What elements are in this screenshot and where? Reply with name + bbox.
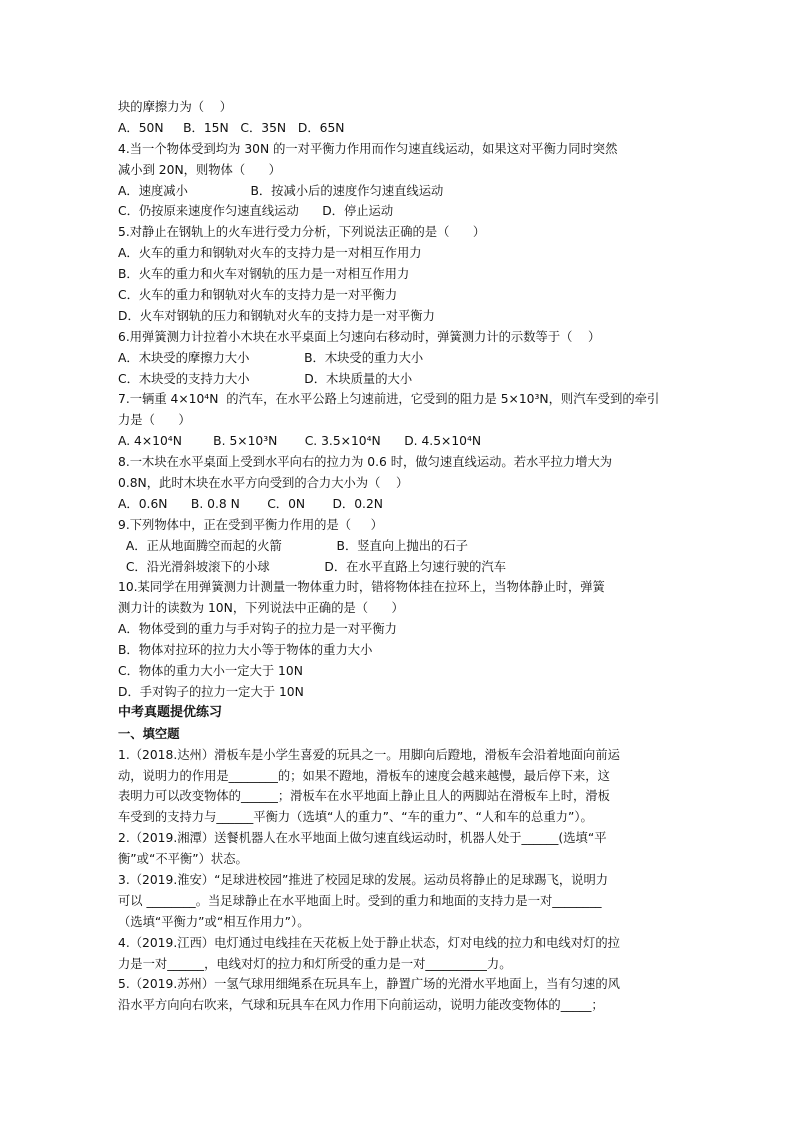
text-line: 5.（2019.苏州）一氢气球用细绳系在玩具车上，静置广场的光滑水平地面上，当有匀速的风	[118, 977, 620, 992]
text-line: 8.一木块在水平桌面上受到水平向右的拉力为 0.6 时，做匀速直线运动。若水平拉力增大为	[118, 455, 613, 470]
text-line: 5.对静止在钢轨上的火车进行受力分析，下列说法正确的是（ ）	[118, 225, 486, 240]
text-line: 7.一辆重 4×10⁴N 的汽车，在水平公路上匀速前进，它受到的阻力是 5×10³N，则汽车受到的牵引	[118, 392, 660, 407]
text-line: 4.当一个物体受到均为 30N 的一对平衡力作用而作匀速直线运动，如果这对平衡力同时突然	[118, 141, 618, 156]
text-line: 力是（ ）	[118, 413, 191, 428]
text-line: 块的摩擦力为（ ）	[118, 100, 233, 114]
text-line: 10.某同学在用弹簧测力计测量一物体重力时，错将物体挂在拉环上，当物体静止时，弹簧	[118, 580, 605, 595]
text-line: 力是一对______，电线对灯的拉力和灯所受的重力是一对__________力。	[118, 956, 512, 971]
text-line: A．木块受的摩擦力大小 B．木块受的重力大小	[118, 350, 424, 365]
text-line: 表明力可以改变物体的______；滑板车在水平地面上静止且人的两脚站在滑板车上时，滑板	[118, 789, 610, 804]
text-line: C．木块受的支持力大小 D．木块质量的大小	[118, 371, 413, 386]
text-line: C．火车的重力和钢轨对火车的支持力是一对平衡力	[118, 288, 398, 303]
text-line: 沿水平方向向右吹来，气球和玩具车在风力作用下向前运动，说明力能改变物体的_____；	[118, 998, 604, 1013]
text-line: 9.下列物体中，正在受到平衡力作用的是（ ）	[118, 517, 383, 532]
text-line: A．火车的重力和钢轨对火车的支持力是一对相互作用力	[118, 246, 422, 261]
text-line: 减小到 20N，则物体（ ）	[118, 162, 281, 177]
text-line: A．正从地面腾空而起的火箭 B．竖直向上抛出的石子	[118, 538, 468, 553]
text-line: 0.8N，此时木块在水平方向受到的合力大小为（ ）	[118, 476, 409, 491]
text-line: 车受到的支持力与______平衡力（选填“人的重力”、“车的重力”、“人和车的总重力”）。	[118, 810, 593, 825]
text-line: 测力计的读数为 10N，下列说法中正确的是（ ）	[118, 601, 404, 616]
text-line: （选填“平衡力”或“相互作用力”）。	[118, 914, 310, 929]
text-line: A．物体受到的重力与手对钩子的拉力是一对平衡力	[118, 622, 397, 637]
text-line: 1.（2018.达州）滑板车是小学生喜爱的玩具之一。用脚向后蹬地，滑板车会沿着地面向前运	[118, 747, 620, 762]
text-line: 6.用弹簧测力计拉着小木块在水平桌面上匀速向右移动时，弹簧测力计的示数等于（ ）	[118, 329, 601, 344]
text-line: C．仍按原来速度作匀速直线运动 D．停止运动	[118, 204, 394, 219]
text-line: 衡”或“不平衡”）状态。	[118, 852, 248, 867]
text-line: C．物体的重力大小一定大于 10N	[118, 664, 303, 679]
text-line: 可以 ________。当足球静止在水平地面上时。受到的重力和地面的支持力是一对________	[118, 893, 602, 908]
text-line: 4.（2019.江西）电灯通过电线挂在天花板上处于静止状态，灯对电线的拉力和电线对灯的拉	[118, 935, 620, 950]
section-title: 中考真题提优练习	[118, 704, 223, 720]
text-line: A．0.6N B. 0.8 N C．0N D．0.2N	[118, 496, 383, 511]
subsection-title: 一、填空题	[118, 726, 180, 741]
text-line: A．50N B．15N C．35N D．65N	[118, 120, 345, 135]
text-line: B．物体对拉环的拉力大小等于物体的重力大小	[118, 643, 373, 658]
text-line: A．速度减小 B．按减小后的速度作匀速直线运动	[118, 183, 444, 198]
text-line: D．火车对钢轨的压力和钢轨对火车的支持力是一对平衡力	[118, 308, 435, 323]
text-line: C．沿光滑斜坡滚下的小球 D．在水平直路上匀速行驶的汽车	[118, 559, 507, 574]
text-line: 3.（2019.淮安）“足球进校园”推进了校园足球的发展。运动员将静止的足球踢飞，说明力	[118, 872, 609, 887]
text-line: A. 4×10⁴N B. 5×10³N C. 3.5×10⁴N D. 4.5×10⁴N	[118, 434, 482, 449]
document-page	[118, 97, 678, 1016]
text-line: D．手对钩子的拉力一定大于 10N	[118, 684, 304, 699]
text-line: 2.（2019.湘潭）送餐机器人在水平地面上做匀速直线运动时，机器人处于______(选填“平	[118, 831, 607, 846]
text-line: B．火车的重力和火车对钢轨的压力是一对相互作用力	[118, 267, 410, 282]
text-line: 动，说明力的作用是________的；如果不蹬地，滑板车的速度会越来越慢，最后停下来，这	[118, 768, 610, 783]
